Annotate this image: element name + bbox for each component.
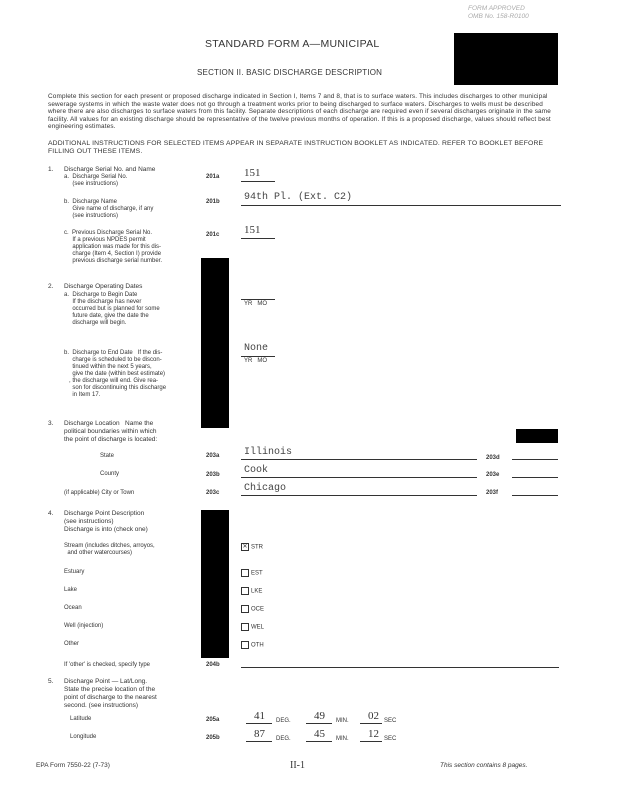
item-1-title: Discharge Serial No. and Name [64,166,156,173]
end-date-value[interactable]: None [244,343,269,354]
county-code-underline [512,477,558,478]
discharge-type-label: Estuary [64,569,85,575]
discharge-type-option[interactable] [241,569,263,578]
lon-min-underline [306,741,332,742]
checkbox[interactable] [241,605,249,613]
item-1b-label: b. Discharge Name Give name of discharge, if any (see instructions) [64,199,154,219]
item-5-title: Discharge Point — Lat/Long. State the precise location of the point of discharge to the nearest second. (see instructions) [64,678,157,709]
code-203a: 203a [206,453,220,459]
redaction-box [454,33,558,85]
discharge-type-label: Well (injection) [64,623,104,629]
discharge-type-label: Other [64,641,80,647]
lat-sec-underline [360,723,382,724]
discharge-type-code: EST [251,570,263,577]
item-2a-label: a. Discharge to Begin Date If the discharge has never occurred but is planned for some future date, give the date the discharge will begin. [64,292,160,326]
discharge-type-label: Ocean [64,605,82,611]
discharge-type-code: OCE [251,606,265,613]
serial-underline [241,181,275,182]
checkbox[interactable] [241,641,249,649]
code-204b: 204b [206,662,220,668]
redaction-column-2 [201,510,229,658]
longitude-min-unit: MIN. [336,736,349,742]
longitude-degrees[interactable]: 87 [254,728,265,740]
lon-deg-underline [246,741,272,742]
discharge-type-option[interactable] [241,641,264,650]
item-3-number: 3. [48,420,54,427]
footer-page-number: II-1 [290,760,305,771]
discharge-type-code: LKE [251,588,263,595]
state-underline [241,459,477,460]
code-205b: 205b [206,735,220,741]
latitude-label: Latitude [70,716,92,722]
latitude-deg-unit: DEG. [276,718,291,724]
item-4-number: 4. [48,510,54,517]
checkbox[interactable]: ✕ [242,544,248,550]
item-3-title: Discharge Location Name the political boundaries within which the point of discharge is located: [64,420,158,443]
lon-sec-underline [360,741,382,742]
item-4-title: Discharge Point Description (see instructions) Discharge is into (check one) [64,510,148,533]
code-201b: 201b [206,199,220,205]
state-value[interactable]: Illinois [244,447,293,458]
begin-date-units: YR MO [244,301,268,307]
discharge-type-code: STR [251,544,263,551]
item-1-number: 1. [48,166,54,173]
form-title: STANDARD FORM A—MUNICIPAL [205,38,380,50]
code-201c: 201c [206,232,220,238]
latitude-seconds[interactable]: 02 [368,710,379,722]
name-underline [241,205,561,206]
end-date-units: YR MO [244,358,268,364]
discharge-type-code: WEL [251,624,265,631]
checkbox[interactable] [241,587,249,595]
footer-form-number: EPA Form 7550-22 (7-73) [36,762,110,769]
item-1a-label: a. Discharge Serial No. (see instructions) [64,174,128,187]
longitude-sec-unit: SEC [384,736,397,742]
item-2b-label: b. Discharge to End Date If the dis- charge is scheduled to be discon- tinued within the next 5 years, give the date (within best estimate) , the discharge will end. Give rea- son for discontinuing this discharge in Item 17. [64,350,167,398]
longitude-deg-unit: DEG. [276,736,291,742]
intro-text: Complete this section for each present or proposed discharge indicated in Section I, Items 7 and 8, that is to surface waters. This includes discharges to other municipal sewerage systems in which the waste water does not go through a treatment works prior to being discharged to surface waters. Discharges to wells must be described where there are also discharges to surface waters from this facility. Separate descriptions of each discharge are required even if several discharges originate in the same facility. All values for an existing discharge should be representative of the twelve previous months of operation. If this is a proposed discharge, values should reflect best engineering estimates. [48,93,551,131]
lat-min-underline [306,723,332,724]
lat-deg-underline [246,723,272,724]
discharge-type-option[interactable] [241,623,264,632]
end-date-underline [241,356,275,357]
footer-note: This section contains 8 pages. [440,762,528,769]
begin-date-underline [241,299,275,300]
code-203b: 203b [206,472,220,478]
code-205a: 205a [206,717,220,723]
stamp-line-2: OMB No. 158-R0100 [468,13,529,20]
county-value[interactable]: Cook [244,465,269,476]
other-type-label: If 'other' is checked, specify type [64,662,150,668]
approval-stamp [468,5,558,21]
city-value[interactable]: Chicago [244,483,287,494]
county-label: County [100,471,120,477]
state-label: State [100,453,115,459]
longitude-label: Longitude [70,734,97,740]
code-201a: 201a [206,174,220,180]
checkbox[interactable] [241,569,249,577]
latitude-sec-unit: SEC [384,718,397,724]
state-code-underline [512,459,558,460]
redaction-right [516,429,558,443]
city-underline [241,495,477,496]
discharge-serial-value[interactable]: 151 [244,167,261,179]
code-203e: 203e [486,472,500,478]
discharge-type-option[interactable] [241,543,263,552]
city-label: (if applicable) City or Town [64,490,135,496]
section-title: SECTION II. BASIC DISCHARGE DESCRIPTION [197,68,383,77]
other-type-underline [241,667,559,668]
code-203c: 203c [206,490,220,496]
discharge-type-option[interactable] [241,605,264,614]
redaction-column [201,258,229,428]
latitude-degrees[interactable]: 41 [254,710,265,722]
checkbox[interactable] [241,623,249,631]
discharge-type-option[interactable] [241,587,262,596]
prev-serial-underline [241,238,275,239]
additional-instructions: ADDITIONAL INSTRUCTIONS FOR SELECTED ITEMS APPEAR IN SEPARATE INSTRUCTION BOOKLET AS INDICATED. REFER TO BOOKLET BEFORE FILLING OUT THESE ITEMS. [48,140,544,155]
previous-serial-value[interactable]: 151 [244,224,261,236]
latitude-minutes[interactable]: 49 [314,710,325,722]
discharge-type-label: Stream (includes ditches, arroyos, and other watercourses) [64,543,155,556]
latitude-min-unit: MIN. [336,718,349,724]
stamp-line-1: FORM APPROVED [468,5,525,12]
item-1c-label: c. Previous Discharge Serial No. If a previous NPDES permit application was made for this dis- charge (Item 4, Section I) provide previous discharge serial number. [64,230,163,264]
longitude-seconds[interactable]: 12 [368,728,379,740]
city-code-underline [512,495,558,496]
discharge-name-value[interactable]: 94th Pl. (Ext. C2) [244,192,353,203]
code-203d: 203d [486,455,500,461]
code-203f: 203f [486,490,499,496]
item-2-title: Discharge Operating Dates [64,283,143,290]
item-5-number: 5. [48,678,54,685]
longitude-minutes[interactable]: 45 [314,728,325,740]
discharge-type-code: OTH [251,642,264,649]
county-underline [241,477,477,478]
item-2-number: 2. [48,283,54,290]
discharge-type-label: Lake [64,587,78,593]
